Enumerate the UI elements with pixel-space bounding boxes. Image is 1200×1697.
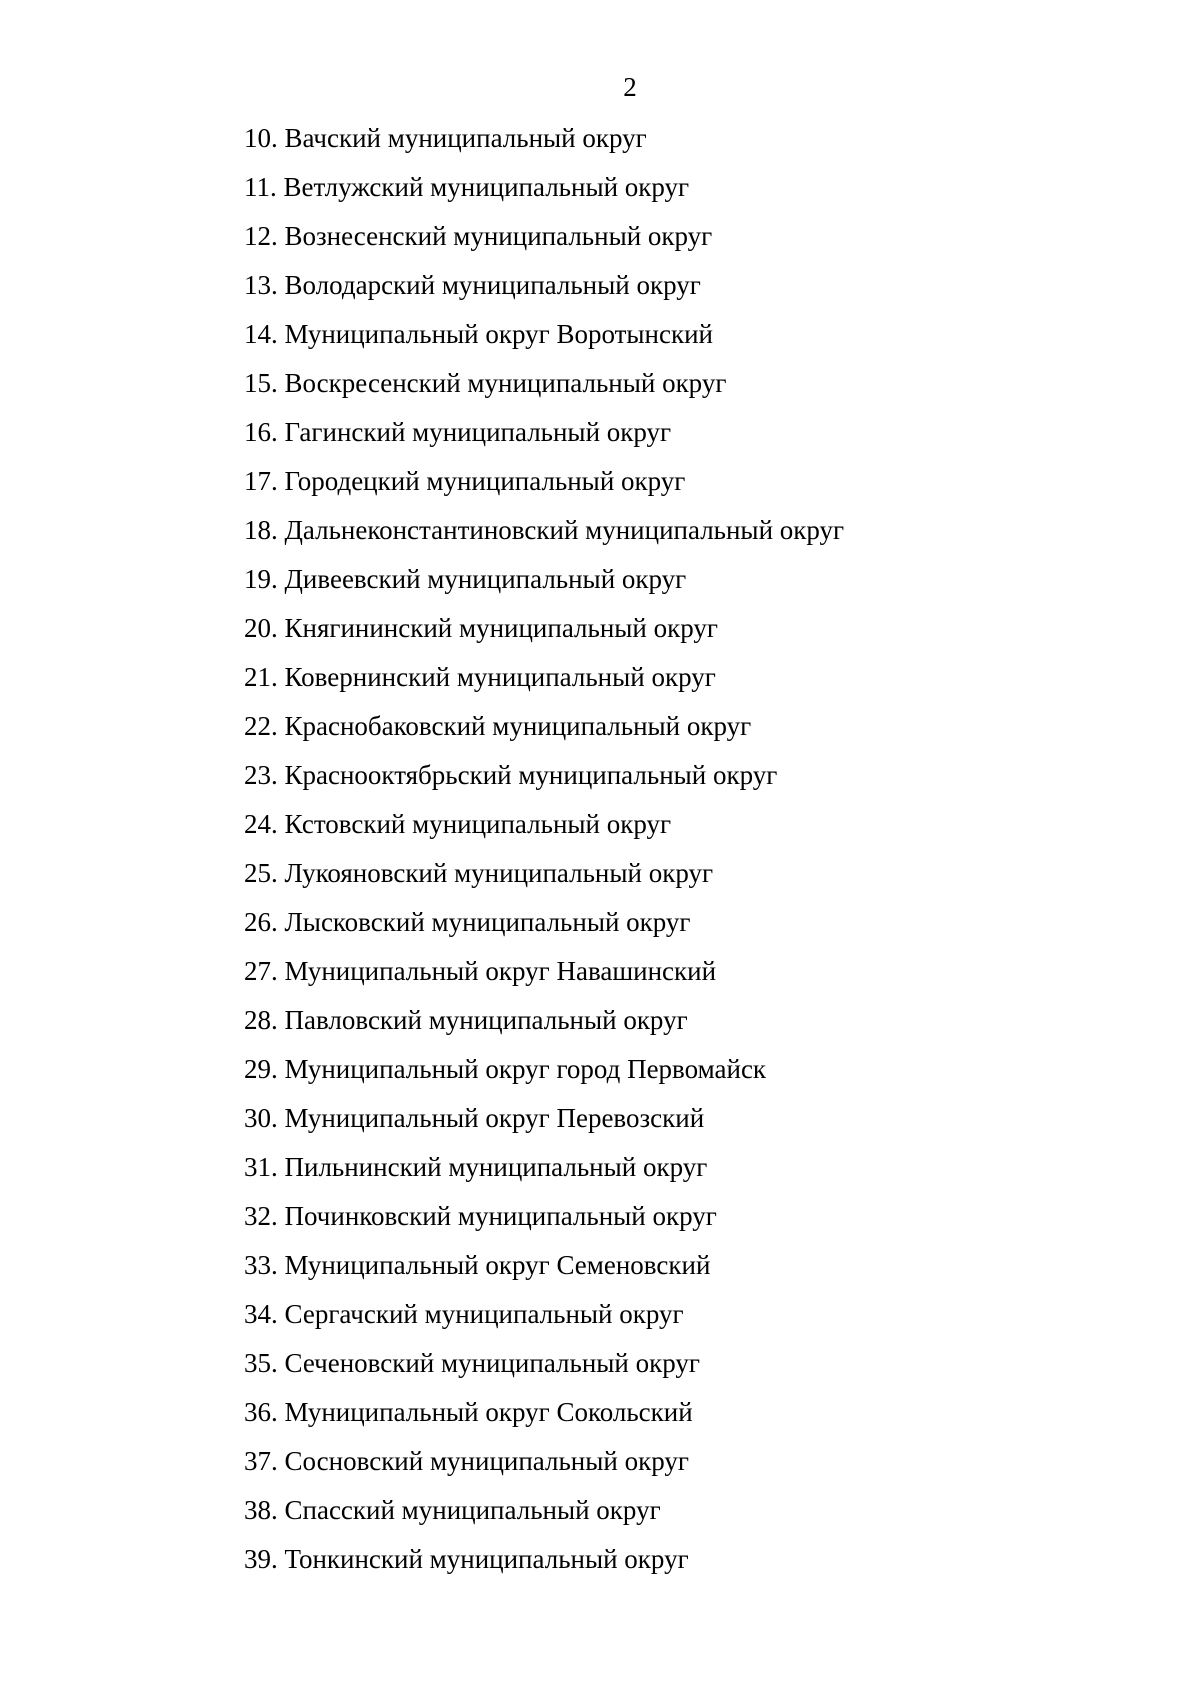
list-item: 15. Воскресенский муниципальный округ bbox=[244, 368, 727, 398]
list-item: 28. Павловский муниципальный округ bbox=[244, 1005, 688, 1035]
list-item: 22. Краснобаковский муниципальный округ bbox=[244, 711, 752, 741]
list-item: 39. Тонкинский муниципальный округ bbox=[244, 1544, 689, 1574]
list-item: 31. Пильнинский муниципальный округ bbox=[244, 1152, 708, 1182]
list-item: 27. Муниципальный округ Навашинский bbox=[244, 956, 717, 986]
list-item: 24. Кстовский муниципальный округ bbox=[244, 809, 672, 839]
list-item: 30. Муниципальный округ Перевозский bbox=[244, 1103, 705, 1133]
list-item: 29. Муниципальный округ город Первомайск bbox=[244, 1054, 767, 1084]
list-item: 36. Муниципальный округ Сокольский bbox=[244, 1397, 693, 1427]
list-item: 12. Вознесенский муниципальный округ bbox=[244, 221, 713, 251]
list-item: 23. Краснооктябрьский муниципальный округ bbox=[244, 760, 778, 790]
page-number: 2 bbox=[623, 72, 637, 102]
list-item: 32. Починковский муниципальный округ bbox=[244, 1201, 717, 1231]
list-item: 18. Дальнеконстантиновский муниципальный округ bbox=[244, 515, 845, 545]
municipal-district-list bbox=[244, 114, 844, 1584]
list-item: 33. Муниципальный округ Семеновский bbox=[244, 1250, 711, 1280]
list-item: 37. Сосновский муниципальный округ bbox=[244, 1446, 689, 1476]
list-item: 19. Дивеевский муниципальный округ bbox=[244, 564, 687, 594]
list-item: 35. Сеченовский муниципальный округ bbox=[244, 1348, 700, 1378]
list-item: 25. Лукояновский муниципальный округ bbox=[244, 858, 714, 888]
list-item: 38. Спасский муниципальный округ bbox=[244, 1495, 661, 1525]
list-item: 21. Ковернинский муниципальный округ bbox=[244, 662, 716, 692]
list-item: 13. Володарский муниципальный округ bbox=[244, 270, 701, 300]
list-item: 34. Сергачский муниципальный округ bbox=[244, 1299, 684, 1329]
list-item: 16. Гагинский муниципальный округ bbox=[244, 417, 672, 447]
list-item: 14. Муниципальный округ Воротынский bbox=[244, 319, 714, 349]
list-item: 20. Княгининский муниципальный округ bbox=[244, 613, 718, 643]
list-item: 11. Ветлужский муниципальный округ bbox=[244, 172, 690, 202]
list-item: 17. Городецкий муниципальный округ bbox=[244, 466, 686, 496]
list-item: 10. Вачский муниципальный округ bbox=[244, 123, 647, 153]
list-item: 26. Лысковский муниципальный округ bbox=[244, 907, 691, 937]
